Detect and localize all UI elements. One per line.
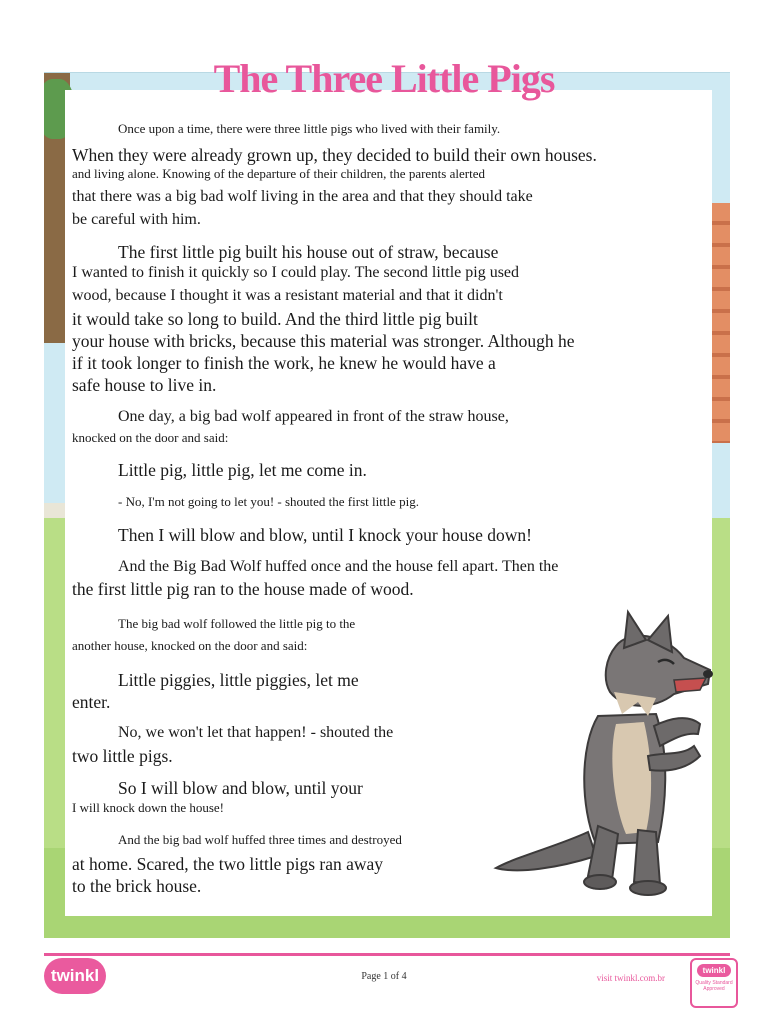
story-line: the first little pig ran to the house made of wood. [72, 579, 414, 599]
story-line: The first little pig built his house out of straw, because [118, 242, 499, 262]
story-line: safe house to live in. [72, 375, 217, 395]
badge-text: Quality Standard Approved [695, 980, 733, 992]
story-line: And the big bad wolf huffed three times and destroyed [118, 832, 402, 847]
story-line: your house with bricks, because this material was stronger. Although he [72, 331, 575, 351]
story-line: at home. Scared, the two little pigs ran away [72, 854, 384, 874]
story-line: if it took longer to finish the work, he knew he would have a [72, 353, 496, 373]
story-line: two little pigs. [72, 746, 173, 766]
story-line: wood, because I thought it was a resistant material and that it didn't [72, 287, 503, 304]
story-line: When they were already grown up, they decided to build their own houses. [72, 145, 597, 165]
twinkl-logo[interactable]: twinkl [44, 958, 106, 994]
page-title: The Three Little Pigs [213, 56, 555, 101]
page-number: Page 1 of 4 [361, 971, 407, 982]
story-line: One day, a big bad wolf appeared in front of the straw house, [118, 408, 509, 425]
visit-link[interactable]: visit twinkl.com.br [596, 973, 665, 983]
story-line: No, we won't let that happen! - shouted the [118, 724, 394, 741]
story-line: that there was a big bad wolf living in the area and that they should take [72, 188, 533, 205]
footer-divider [44, 953, 730, 956]
story-line: be careful with him. [72, 211, 201, 228]
story-line: Once upon a time, there were three little pigs who lived with their family. [118, 121, 501, 136]
story-line: I will knock down the house! [72, 800, 225, 815]
quality-badge [690, 958, 738, 1008]
story-line: another house, knocked on the door and said: [72, 638, 308, 653]
wolf-illustration [488, 606, 718, 902]
story-line: The big bad wolf followed the little pig to the [118, 616, 356, 631]
story-line: enter. [72, 692, 111, 712]
story-line: And the Big Bad Wolf huffed once and the house fell apart. Then the [118, 558, 559, 575]
story-line: knocked on the door and said: [72, 430, 229, 445]
story-line: to the brick house. [72, 876, 202, 896]
story-line: So I will blow and blow, until your [118, 778, 363, 798]
story-line: Then I will blow and blow, until I knock your house down! [118, 525, 532, 545]
story-line: Little piggies, little piggies, let me [118, 670, 359, 690]
story-line: and living alone. Knowing of the departure of their children, the parents alerted [72, 166, 485, 181]
story-line: Little pig, little pig, let me come in. [118, 460, 367, 480]
story-line: I wanted to finish it quickly so I could play. The second little pig used [72, 264, 520, 281]
badge-logo: twinkl [697, 964, 731, 977]
story-line: it would take so long to build. And the third little pig built [72, 309, 478, 329]
story-line: - No, I'm not going to let you! - shouted the first little pig. [118, 494, 419, 509]
